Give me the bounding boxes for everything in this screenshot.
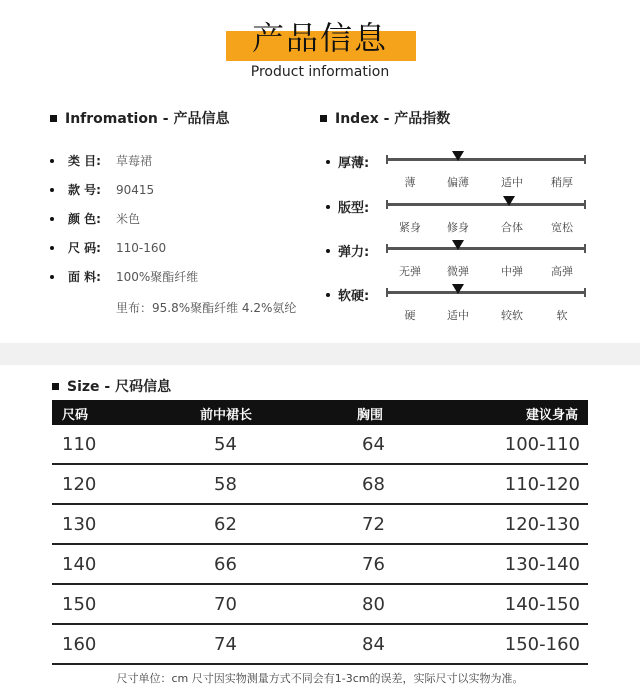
index-option: 紧身	[399, 221, 421, 234]
index-scale-label: 弹力:	[338, 245, 370, 260]
index-option: 无弹	[399, 265, 421, 278]
size-table-header	[52, 400, 588, 425]
table-cell: 100-110	[504, 434, 580, 455]
info-value: 草莓裙	[116, 154, 153, 168]
info-row-size	[50, 239, 166, 256]
index-scale-thickness	[326, 152, 588, 189]
scale-tick	[584, 155, 586, 164]
table-cell: 74	[214, 634, 237, 655]
info-row-style-number	[50, 181, 154, 198]
info-value: 110-160	[116, 240, 167, 255]
bullet-icon	[326, 160, 330, 164]
table-cell: 110	[62, 434, 97, 455]
index-scale-track	[386, 247, 586, 278]
scale-tick	[386, 288, 388, 297]
table-cell: 160	[62, 634, 97, 655]
info-row-color	[50, 210, 140, 227]
table-cell: 130	[62, 514, 97, 535]
index-scale-track	[386, 158, 586, 189]
square-bullet-icon	[320, 115, 327, 122]
info-label: 颜 色:	[68, 212, 101, 226]
page-subtitle: Product information	[250, 64, 390, 80]
scale-tick	[386, 244, 388, 253]
info-row-category	[50, 152, 152, 169]
info-label: 尺 码:	[68, 241, 101, 255]
info-row-fabric	[50, 268, 198, 285]
index-heading	[320, 108, 450, 128]
bullet-icon	[50, 246, 54, 250]
scale-tick	[584, 288, 586, 297]
index-option: 中弹	[501, 265, 523, 278]
index-scale-label: 版型:	[338, 201, 370, 216]
info-value: 100%聚酯纤维	[116, 270, 199, 284]
index-scale-label: 软硬:	[338, 289, 370, 304]
table-cell: 80	[362, 594, 385, 615]
scale-tick	[584, 200, 586, 209]
column-header: 前中裙长	[200, 408, 253, 423]
table-cell: 150	[62, 594, 97, 615]
bullet-icon	[50, 217, 54, 221]
index-scale-track	[386, 291, 586, 322]
table-cell: 76	[362, 554, 385, 575]
info-label: 款 号:	[68, 183, 101, 197]
info-heading-text: Infromation - 产品信息	[65, 111, 230, 127]
square-bullet-icon	[50, 115, 57, 122]
index-heading-text: Index - 产品指数	[335, 111, 451, 127]
table-row	[52, 625, 588, 665]
column-header: 胸围	[357, 408, 384, 423]
table-cell: 66	[214, 554, 237, 575]
table-cell: 72	[362, 514, 385, 535]
index-option: 薄	[404, 176, 416, 189]
table-cell: 120-130	[504, 514, 580, 535]
info-label: 面 料:	[68, 270, 101, 284]
bullet-icon	[50, 275, 54, 279]
info-heading	[50, 108, 229, 128]
table-row	[52, 465, 588, 505]
table-cell: 140-150	[504, 594, 580, 615]
table-cell: 110-120	[504, 474, 580, 495]
index-scale-track	[386, 203, 586, 234]
table-cell: 120	[62, 474, 97, 495]
index-scale-fit	[326, 197, 588, 234]
page-title: 产品信息	[251, 19, 388, 57]
index-option: 偏薄	[447, 176, 469, 189]
table-row	[52, 585, 588, 625]
bullet-icon	[326, 249, 330, 253]
index-scale-elasticity	[326, 241, 588, 278]
table-cell: 130-140	[504, 554, 580, 575]
info-value: 90415	[116, 182, 155, 197]
index-option: 合体	[501, 221, 523, 234]
table-cell: 70	[214, 594, 237, 615]
selected-marker-icon	[452, 240, 464, 250]
index-option: 宽松	[551, 221, 573, 234]
bullet-icon	[326, 293, 330, 297]
size-heading	[52, 376, 171, 396]
table-cell: 150-160	[504, 634, 580, 655]
index-option: 软	[556, 309, 568, 322]
table-row	[52, 545, 588, 585]
index-option: 微弹	[447, 265, 469, 278]
table-cell: 84	[362, 634, 385, 655]
selected-marker-icon	[452, 151, 464, 161]
square-bullet-icon	[52, 383, 59, 390]
bullet-icon	[50, 159, 54, 163]
table-cell: 58	[214, 474, 237, 495]
table-row	[52, 505, 588, 545]
index-option: 适中	[501, 176, 523, 189]
bullet-icon	[50, 188, 54, 192]
column-header: 建议身高	[525, 408, 578, 423]
selected-marker-icon	[503, 196, 515, 206]
size-heading-text: Size - 尺码信息	[67, 379, 172, 395]
index-scale-softness	[326, 285, 588, 322]
scale-tick	[386, 200, 388, 209]
info-label: 类 目:	[68, 154, 101, 168]
table-cell: 62	[214, 514, 237, 535]
index-option: 较软	[501, 309, 523, 322]
index-option: 适中	[447, 309, 469, 322]
index-scale-label: 厚薄:	[338, 156, 370, 171]
index-option: 修身	[447, 221, 469, 234]
table-cell: 140	[62, 554, 97, 575]
scale-tick	[584, 244, 586, 253]
info-value: 米色	[116, 212, 141, 226]
table-cell: 64	[362, 434, 385, 455]
section-divider-band	[0, 343, 640, 365]
bullet-icon	[326, 205, 330, 209]
index-option: 硬	[404, 309, 416, 322]
table-cell: 68	[362, 474, 385, 495]
index-option: 稍厚	[551, 176, 573, 189]
column-header: 尺码	[62, 408, 89, 423]
scale-tick	[386, 155, 388, 164]
index-option: 高弹	[551, 265, 573, 278]
lining-info: 里布：95.8%聚酯纤维 4.2%氨纶	[116, 301, 297, 315]
table-row	[52, 425, 588, 465]
size-note: 尺寸单位：cm 尺寸因实物测量方式不同会有1-3cm的误差，实际尺寸以实物为准。	[116, 672, 524, 685]
selected-marker-icon	[452, 284, 464, 294]
table-cell: 54	[214, 434, 237, 455]
